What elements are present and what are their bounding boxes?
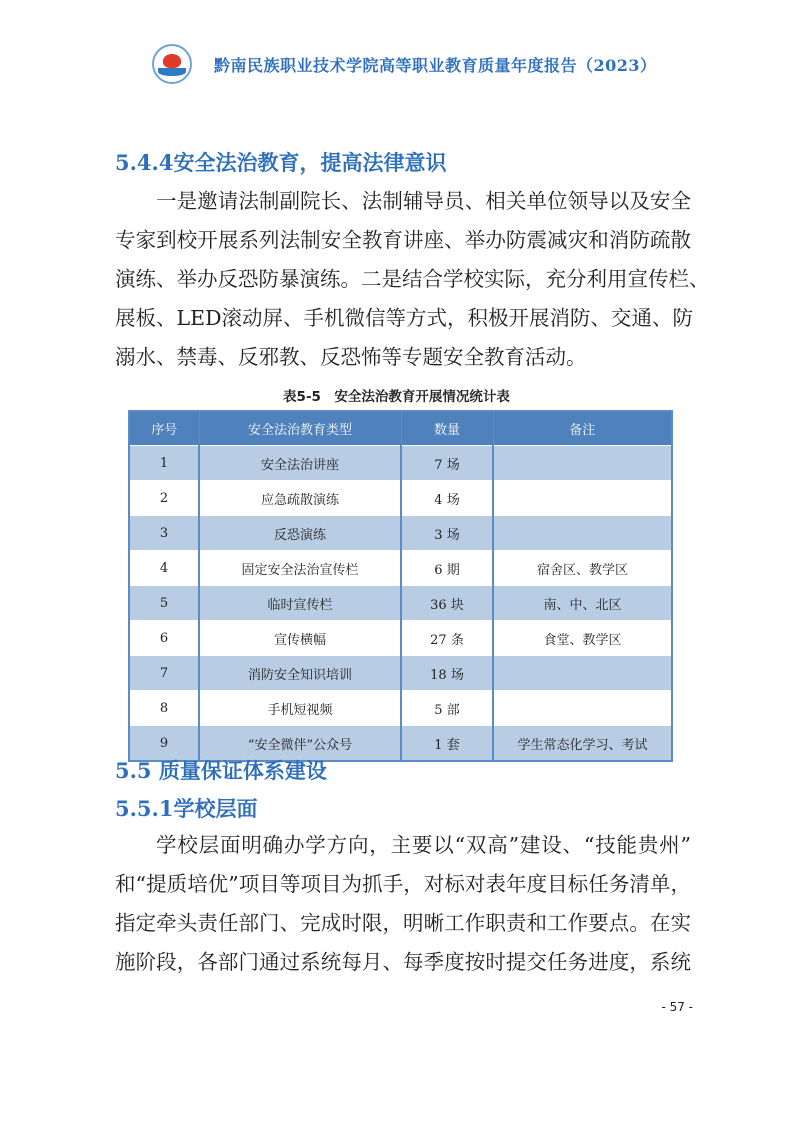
text-line: 演练、举办反恐防暴演练。二是结合学校实际，充分利用宣传栏、 [115, 267, 710, 291]
table-cell [493, 481, 672, 516]
column-header: 数量 [401, 411, 493, 446]
table-cell: 5 [129, 586, 199, 621]
text-line: 学校层面明确办学方向，主要以“双高”建设、“技能贵州” [156, 833, 691, 857]
table-cell: 手机短视频 [199, 691, 401, 726]
column-header: 安全法治教育类型 [199, 411, 401, 446]
section-heading-5-5: 5.5 质量保证体系建设 [115, 758, 327, 783]
table-row [129, 551, 672, 586]
table-row [129, 621, 672, 656]
page-header [152, 44, 657, 84]
table-cell: 3 场 [401, 516, 493, 551]
section-heading-5-4-4: 5.4.4安全法治教育，提高法律意识 [115, 150, 447, 175]
table-cell: 反恐演练 [199, 516, 401, 551]
table-cell: 食堂、教学区 [493, 621, 672, 656]
table-cell: 南、中、北区 [493, 586, 672, 621]
table-cell: 6 期 [401, 551, 493, 586]
table-cell: 1 套 [401, 726, 493, 762]
header-title: 黔南民族职业技术学院高等职业教育质量年度报告（2023） [214, 55, 657, 75]
table-cell: 消防安全知识培训 [199, 656, 401, 691]
text-line: 和“提质培优”项目等项目为抓手，对标对表年度目标任务清单， [115, 872, 691, 896]
table-row [129, 516, 672, 551]
text-line: 溺水、禁毒、反邪教、反恐怖等专题安全教育活动。 [115, 345, 587, 369]
table-cell: 宣传横幅 [199, 621, 401, 656]
table-cell [493, 516, 672, 551]
page-number: - 57 - [661, 1000, 693, 1014]
text-line: 一是邀请法制副院长、法制辅导员、相关单位领导以及安全 [156, 189, 691, 213]
section-heading-5-5-1: 5.5.1学校层面 [115, 796, 258, 821]
table-cell [493, 656, 672, 691]
table-row [129, 446, 672, 481]
table-cell: 6 [129, 621, 199, 656]
paragraph-safety-education [115, 182, 710, 377]
table-cell: 3 [129, 516, 199, 551]
table-cell: 5 部 [401, 691, 493, 726]
table-row [129, 586, 672, 621]
table-cell: 宿舍区、教学区 [493, 551, 672, 586]
table-cell: 1 [129, 446, 199, 481]
statistics-table [128, 410, 673, 762]
table-row [129, 691, 672, 726]
table-caption: 表5-5 安全法治教育开展情况统计表 [283, 389, 510, 405]
table-header-row [129, 411, 672, 446]
text-line: 指定牵头责任部门、完成时限，明晰工作职责和工作要点。在实 [115, 911, 691, 935]
table-cell: 27 条 [401, 621, 493, 656]
table-cell: “安全微伴”公众号 [199, 726, 401, 762]
table-cell: 18 场 [401, 656, 493, 691]
table-cell: 2 [129, 481, 199, 516]
table-cell: 7 [129, 656, 199, 691]
table-cell: 临时宣传栏 [199, 586, 401, 621]
table-row [129, 656, 672, 691]
table-cell: 固定安全法治宣传栏 [199, 551, 401, 586]
column-header: 序号 [129, 411, 199, 446]
school-logo-icon [152, 44, 192, 84]
table-cell: 4 [129, 551, 199, 586]
column-header: 备注 [493, 411, 672, 446]
table-row [129, 481, 672, 516]
table-cell: 应急疏散演练 [199, 481, 401, 516]
text-line: 施阶段，各部门通过系统每月、每季度按时提交任务进度，系统 [115, 950, 691, 974]
table-cell [493, 446, 672, 481]
table-cell: 学生常态化学习、考试 [493, 726, 672, 762]
table-cell: 8 [129, 691, 199, 726]
table-cell: 4 场 [401, 481, 493, 516]
table-cell: 7 场 [401, 446, 493, 481]
table-cell: 9 [129, 726, 199, 762]
text-line: 专家到校开展系列法制安全教育讲座、举办防震减灾和消防疏散 [115, 228, 691, 252]
table-cell [493, 691, 672, 726]
text-line: 展板、LED滚动屏、手机微信等方式，积极开展消防、交通、防 [115, 306, 694, 330]
paragraph-school-level [115, 826, 691, 982]
table-cell: 36 块 [401, 586, 493, 621]
table-cell: 安全法治讲座 [199, 446, 401, 481]
